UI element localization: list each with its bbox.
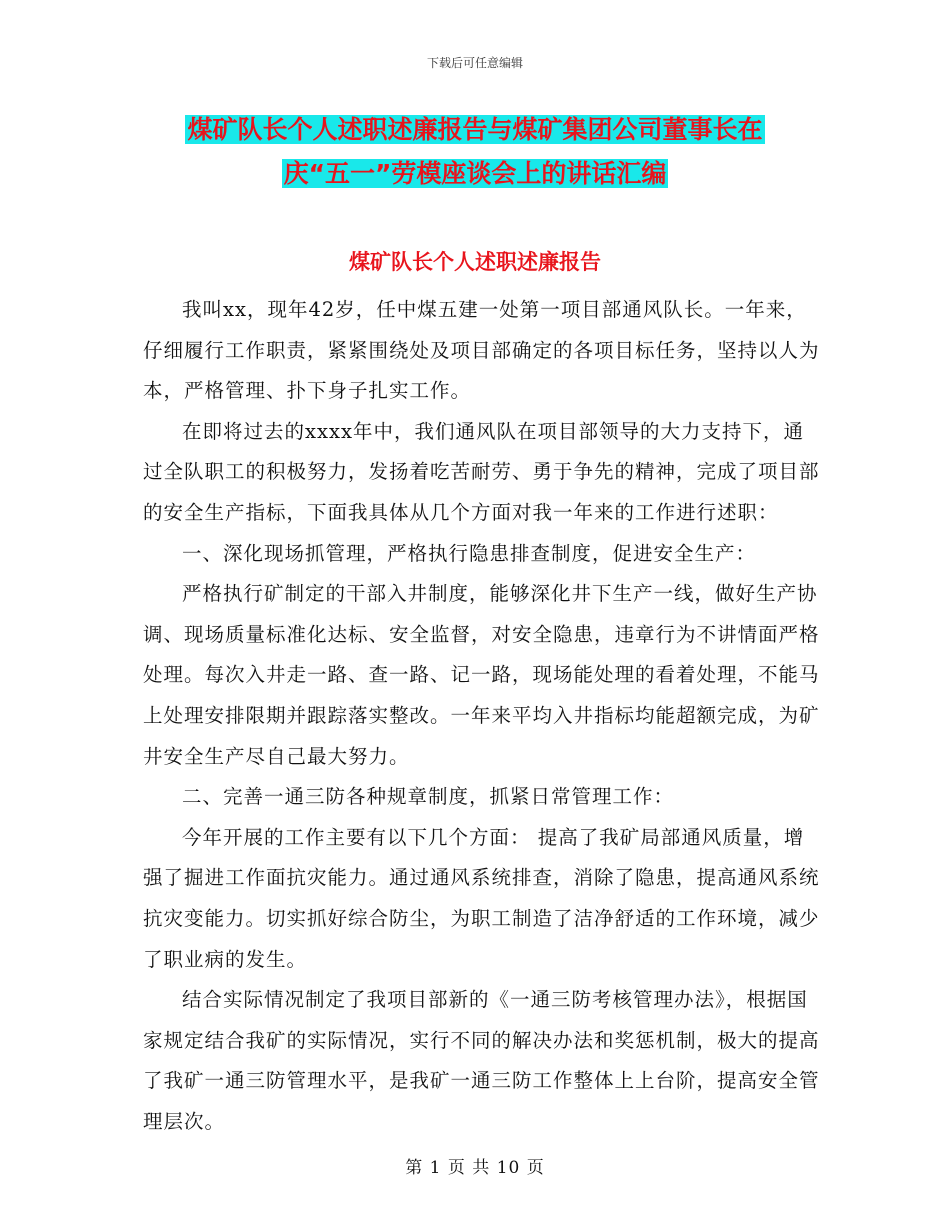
document-title-line-1 bbox=[0, 112, 950, 148]
paragraph: 我叫xx，现年42岁，任中煤五建一处第一项目部通风队长。一年来，仔细履行工作职责，紧紧围绕处及项目部确定的各项目标任务，坚持以人为本，严格管理、扑下身子扎实工作。 bbox=[143, 298, 820, 403]
paragraph: 二、完善一通三防各种规章制度，抓紧日常管理工作： bbox=[182, 785, 675, 809]
paragraph: 结合实际情况制定了我项目部新的《一通三防考核管理办法》，根据国家规定结合我矿的实际情况，实行不同的解决办法和奖惩机制，极大的提高了我矿一通三防管理水平，是我矿一通三防工作整体上上台阶，提高安全管理层次。 bbox=[143, 988, 820, 1133]
section-heading: 煤矿队长个人述职述廉报告 bbox=[349, 250, 601, 274]
header-note: 下载后可任意编辑 bbox=[426, 56, 523, 70]
document-title-line-2 bbox=[0, 156, 950, 192]
paragraph: 严格执行矿制定的干部入井制度，能够深化井下生产一线，做好生产协调、现场质量标准化达标、安全监督，对安全隐患，违章行为不讲情面严格处理。每次入井走一路、查一路、记一路，现场能处理的看着处理，不能马上处理安排限期并跟踪落实整改。一年来平均入井指标均能超额完成，为矿井安全生产尽自己最大努力。 bbox=[143, 582, 820, 768]
paragraph: 今年开展的工作主要有以下几个方面： 提高了我矿局部通风质量，增强了掘进工作面抗灾能力。通过通风系统排查，消除了隐患，提高通风系统抗灾变能力。切实抓好综合防尘，为职工制造了洁净舒适的工作环境，减少了职业病的发生。 bbox=[143, 825, 820, 971]
document-title-text-1: 煤矿队长个人述职述廉报告与煤矿集团公司董事长在 bbox=[187, 115, 763, 144]
page-number: 第 1 页 共 10 页 bbox=[405, 1158, 545, 1178]
document-body bbox=[143, 290, 823, 1142]
paragraph: 一、深化现场抓管理，严格执行隐患排查制度，促进安全生产： bbox=[182, 541, 757, 565]
paragraph: 在即将过去的xxxx年中，我们通风队在项目部领导的大力支持下，通过全队职工的积极努力，发扬着吃苦耐劳、勇于争先的精神，完成了项目部的安全生产指标，下面我具体从几个方面对我一年来的工作进行述职： bbox=[143, 419, 820, 524]
document-title-text-2: 庆“五一”劳模座谈会上的讲话汇编 bbox=[283, 159, 667, 188]
